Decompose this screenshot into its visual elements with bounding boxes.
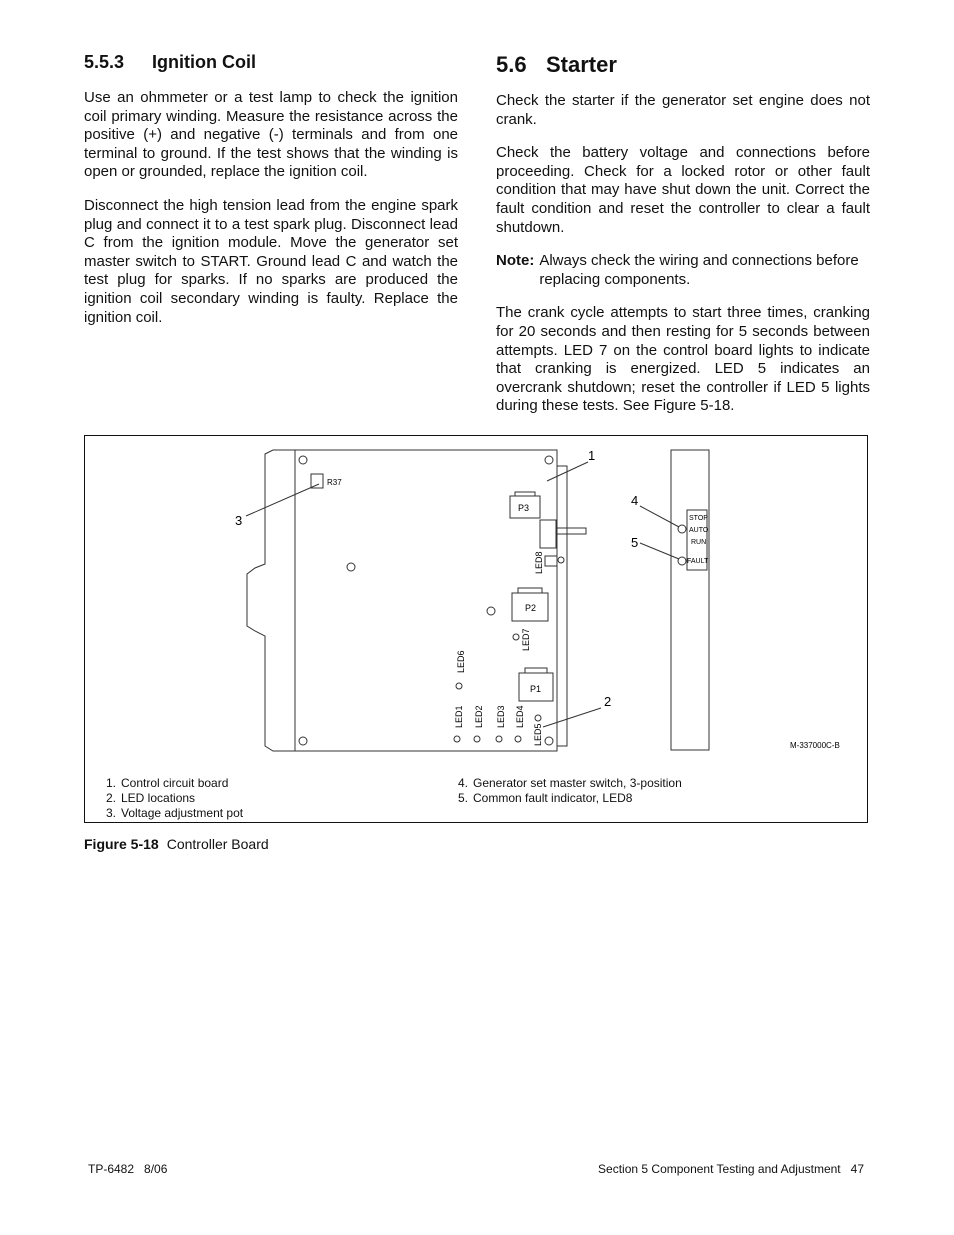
label-p3: P3 xyxy=(518,503,530,513)
note xyxy=(496,252,870,289)
label-led4: LED4 xyxy=(515,705,525,728)
master-switch xyxy=(678,525,686,533)
led8-body xyxy=(545,556,557,566)
page-number: 47 xyxy=(850,1162,864,1176)
label-led2: LED2 xyxy=(474,705,484,728)
led1 xyxy=(454,736,460,742)
legend-item xyxy=(99,776,243,791)
label-fault: FAULT xyxy=(687,558,709,565)
paragraph: Check the battery voltage and connections before proceeding. Check for a locked rotor or other fault condition that may have shut down the unit. Correct the fault condition and reset the controller to clear a fault shutdown. xyxy=(496,144,870,236)
footer-section: Section 5 Component Testing and Adjustment xyxy=(598,1162,841,1176)
legend-text: Generator set master switch, 3-position xyxy=(473,776,682,790)
label-stop: STOP xyxy=(689,515,708,522)
legend-text: Common fault indicator, LED8 xyxy=(473,791,633,805)
label-led6: LED6 xyxy=(456,650,466,673)
label-p1: P1 xyxy=(530,684,542,694)
board-edge xyxy=(557,466,567,746)
legend-item xyxy=(451,791,682,806)
mounting-hole xyxy=(545,737,553,745)
switch-body xyxy=(540,520,556,548)
label-led5: LED5 xyxy=(533,723,543,746)
controller-board-drawing xyxy=(85,436,869,824)
callout-4: 4 xyxy=(631,493,639,508)
legend-number: 2. xyxy=(105,791,116,805)
mounting-hole xyxy=(347,563,355,571)
leader-3 xyxy=(246,484,319,516)
note-text xyxy=(534,252,870,289)
led7 xyxy=(513,634,519,640)
leader-5 xyxy=(640,543,679,559)
figure-caption xyxy=(84,836,269,852)
footer-right xyxy=(598,1162,864,1176)
legend-text: Voltage adjustment pot xyxy=(121,806,244,820)
callout-3: 3 xyxy=(235,513,243,528)
caption-label: Figure 5-18 xyxy=(84,836,159,852)
led8-lens xyxy=(558,557,564,563)
section-number: 5.6 xyxy=(496,52,527,77)
label-p2: P2 xyxy=(525,603,537,613)
section-title: Ignition Coil xyxy=(152,52,256,72)
fault-indicator xyxy=(678,557,686,565)
legend-item xyxy=(99,791,243,806)
label-led1: LED1 xyxy=(454,705,464,728)
legend-item xyxy=(99,806,243,821)
callout-leaders xyxy=(246,462,679,727)
callout-5: 5 xyxy=(631,535,639,550)
led5 xyxy=(535,715,541,721)
note-body xyxy=(534,252,870,289)
legend-number: 5. xyxy=(457,791,468,805)
leader-2 xyxy=(543,708,601,727)
switch-panel xyxy=(671,450,709,750)
connector-p3-tab xyxy=(515,492,535,496)
connector-p2-tab xyxy=(518,588,542,593)
paragraph: Check the starter if the generator set engine does not crank. xyxy=(496,92,870,128)
legend-item xyxy=(451,776,682,791)
connector-p1-tab xyxy=(525,668,547,673)
legend-number: 1. xyxy=(105,776,116,790)
document-date: 8/06 xyxy=(144,1162,168,1176)
board-bracket xyxy=(247,450,295,751)
document-id: TP-6482 xyxy=(88,1162,135,1176)
legend-number: 3. xyxy=(105,806,116,820)
label-led3: LED3 xyxy=(496,705,506,728)
mounting-hole xyxy=(487,607,495,615)
label-run: RUN xyxy=(691,539,707,546)
legend-text: Control circuit board xyxy=(121,776,229,790)
section-heading-ignition-coil xyxy=(84,52,458,73)
callout-1: 1 xyxy=(588,448,596,463)
mounting-hole xyxy=(299,737,307,745)
label-led7: LED7 xyxy=(521,628,531,651)
section-heading-starter xyxy=(496,52,870,78)
footer-left xyxy=(88,1162,167,1176)
led6 xyxy=(456,683,462,689)
pot-r37 xyxy=(311,474,323,488)
callout-2: 2 xyxy=(604,694,612,709)
figure-controller-board xyxy=(84,435,868,823)
note-label: Note: xyxy=(496,252,535,270)
legend-number: 4. xyxy=(457,776,468,790)
switch-lever xyxy=(556,528,586,534)
paragraph: Disconnect the high tension lead from the engine spark plug and connect it to a test spark plug. Disconnect lead C from the ignition module. Move the generator set master switch to START. Ground lead C and watch the test plug for sparks. If no sparks are produced the ignition coil secondary winding is faulty. Replace the ignition coil. xyxy=(84,196,458,326)
led4 xyxy=(515,736,521,742)
caption-text: Controller Board xyxy=(166,836,269,852)
figure-legend-left xyxy=(99,776,243,821)
label-led8: LED8 xyxy=(534,551,544,574)
mounting-hole xyxy=(299,456,307,464)
legend-text: LED locations xyxy=(121,791,196,805)
mounting-holes xyxy=(299,456,553,745)
mounting-hole xyxy=(545,456,553,464)
led3 xyxy=(496,736,502,742)
note-text-content: Always check the wiring and connections before replacing components. xyxy=(539,252,859,288)
label-auto: AUTO xyxy=(689,527,709,534)
section-number: 5.5.3 xyxy=(84,52,125,72)
leader-4 xyxy=(640,506,679,527)
paragraph: Use an ohmmeter or a test lamp to check the ignition coil primary winding. Measure the resistance across the positive (+) and negative (-) terminals and from one terminal to ground. If the test shows that the winding is open or grounded, replace the ignition coil. xyxy=(84,89,458,181)
led2 xyxy=(474,736,480,742)
drawing-id: M-337000C-B xyxy=(790,741,840,750)
paragraph: The crank cycle attempts to start three times, cranking for 20 seconds and then resting for 5 seconds between attempts. LED 7 on the control board lights to indicate that cranking is energized. LED 5 indicates an overcrank shutdown; reset the controller if LED 5 lights during these tests. See Figure 5-18. xyxy=(496,304,870,415)
label-r37: R37 xyxy=(327,478,342,487)
section-title: Starter xyxy=(546,52,617,77)
left-column xyxy=(84,52,458,342)
figure-legend-right xyxy=(451,776,682,806)
right-column xyxy=(496,52,870,431)
